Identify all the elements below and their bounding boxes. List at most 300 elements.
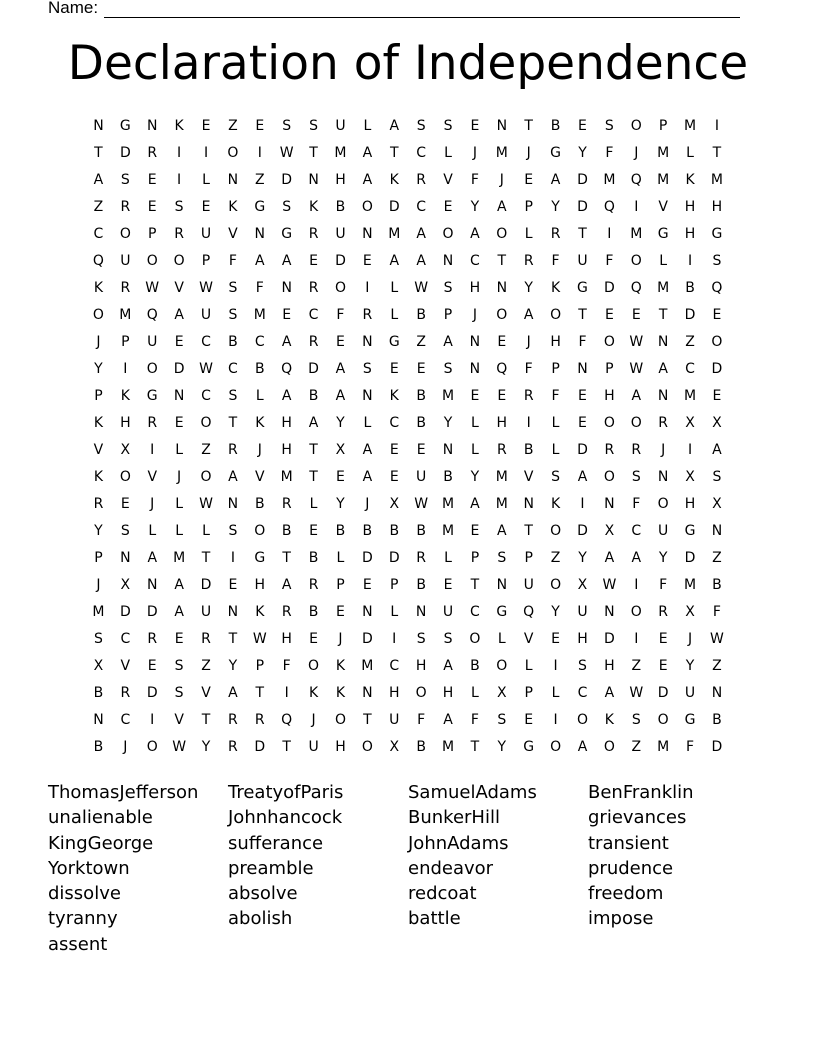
grid-letter: K: [550, 279, 561, 296]
grid-letter: C: [416, 144, 427, 161]
grid-letter: Q: [630, 279, 642, 296]
grid-letter: C: [685, 360, 695, 377]
grid-letter: B: [712, 711, 722, 728]
grid-letter: R: [174, 225, 184, 242]
grid-letter: S: [443, 360, 453, 377]
grid-letter: I: [634, 630, 639, 647]
grid-letter: N: [362, 225, 373, 242]
grid-letter: O: [496, 225, 508, 242]
grid-letter: A: [470, 495, 480, 512]
grid-letter: N: [496, 117, 508, 134]
grid-letter: T: [309, 144, 318, 161]
grid-letter: P: [148, 225, 157, 242]
grid-letter: B: [712, 576, 722, 593]
grid-letter: G: [523, 738, 535, 755]
grid-letter: S: [309, 117, 319, 134]
grid-letter: F: [282, 657, 291, 674]
grid-letter: J: [96, 576, 101, 593]
grid-letter: A: [335, 387, 346, 404]
grid-letter: O: [146, 252, 158, 269]
grid-letter: K: [389, 171, 399, 188]
grid-letter: P: [524, 684, 533, 701]
grid-letter: N: [93, 117, 104, 134]
grid-letter: I: [177, 144, 182, 161]
grid-letter: M: [119, 306, 132, 323]
grid-letter: T: [282, 738, 291, 755]
grid-letter: P: [94, 387, 103, 404]
grid-letter: A: [523, 306, 534, 323]
grid-letter: M: [603, 171, 616, 188]
grid-letter: X: [497, 684, 507, 701]
grid-letter: R: [658, 603, 669, 620]
grid-letter: C: [631, 522, 642, 539]
grid-letter: B: [281, 522, 292, 539]
grid-letter: N: [173, 387, 185, 404]
grid-letter: O: [550, 738, 562, 755]
grid-letter: S: [416, 630, 426, 647]
grid-letter: Y: [94, 522, 103, 539]
grid-letter: M: [630, 225, 643, 242]
grid-letter: I: [580, 495, 585, 512]
word-list-item: freedom: [588, 883, 664, 905]
grid-letter: R: [228, 711, 238, 728]
grid-letter: T: [255, 684, 265, 701]
grid-letter: C: [308, 306, 319, 323]
word-list-item: transient: [588, 832, 669, 854]
grid-letter: T: [712, 144, 722, 161]
grid-letter: A: [389, 117, 400, 134]
grid-letter: O: [361, 738, 373, 755]
grid-letter: D: [146, 684, 158, 701]
grid-letter: I: [230, 549, 235, 566]
grid-letter: R: [523, 387, 534, 404]
grid-letter: O: [657, 711, 669, 728]
grid-letter: P: [94, 549, 103, 566]
grid-letter: F: [255, 279, 264, 296]
grid-letter: O: [603, 468, 615, 485]
word-list-item: sufferance: [228, 832, 324, 854]
grid-letter: L: [390, 603, 399, 620]
grid-letter: P: [524, 549, 533, 566]
grid-letter: W: [145, 279, 160, 296]
grid-letter: M: [253, 306, 266, 323]
grid-letter: S: [120, 171, 130, 188]
grid-letter: Z: [631, 738, 642, 755]
grid-letter: R: [120, 684, 131, 701]
grid-letter: T: [578, 306, 587, 323]
grid-letter: S: [497, 549, 507, 566]
grid-letter: A: [443, 711, 453, 728]
word-list-item: abolish: [228, 908, 293, 930]
grid-letter: U: [577, 252, 588, 269]
grid-letter: N: [93, 711, 104, 728]
grid-letter: Q: [281, 711, 293, 728]
grid-letter: H: [577, 630, 588, 647]
grid-letter: G: [146, 387, 158, 404]
grid-letter: A: [174, 576, 184, 593]
grid-letter: B: [308, 549, 319, 566]
grid-letter: D: [603, 630, 615, 647]
grid-letter: Y: [685, 657, 695, 674]
grid-letter: Q: [281, 360, 293, 377]
grid-letter: F: [551, 387, 560, 404]
grid-letter: T: [228, 630, 238, 647]
grid-letter: O: [630, 117, 642, 134]
grid-letter: K: [335, 657, 346, 674]
grid-letter: S: [551, 468, 561, 485]
grid-letter: N: [146, 576, 158, 593]
grid-letter: E: [658, 630, 668, 647]
grid-letter: B: [93, 684, 104, 701]
grid-letter: E: [147, 657, 157, 674]
grid-letter: E: [524, 171, 534, 188]
grid-letter: O: [146, 360, 158, 377]
grid-letter: T: [470, 738, 480, 755]
grid-letter: E: [712, 306, 722, 323]
grid-letter: O: [146, 738, 158, 755]
grid-letter: Y: [94, 360, 103, 377]
grid-letter: N: [604, 495, 615, 512]
grid-letter: A: [604, 549, 615, 566]
grid-letter: A: [577, 468, 588, 485]
grid-letter: I: [634, 198, 639, 215]
grid-letter: R: [631, 441, 642, 458]
grid-letter: A: [362, 468, 373, 485]
grid-letter: A: [174, 603, 184, 620]
grid-letter: V: [523, 630, 534, 647]
grid-letter: B: [443, 468, 453, 485]
grid-letter: S: [443, 117, 453, 134]
grid-letter: L: [471, 414, 479, 431]
grid-letter: G: [281, 225, 293, 242]
grid-letter: H: [684, 225, 696, 242]
grid-letter: D: [308, 360, 319, 377]
grid-letter: I: [177, 171, 182, 188]
grid-letter: N: [711, 522, 723, 539]
grid-letter: E: [336, 468, 345, 485]
grid-letter: Q: [523, 603, 535, 620]
grid-letter: Y: [551, 198, 560, 215]
grid-letter: H: [684, 198, 696, 215]
word-list-item: assent: [48, 933, 108, 955]
grid-letter: L: [363, 414, 372, 431]
grid-letter: R: [228, 441, 238, 458]
grid-letter: V: [174, 279, 184, 296]
word-list-item: grievances: [588, 807, 687, 829]
grid-letter: A: [389, 252, 400, 269]
grid-letter: R: [308, 333, 319, 350]
grid-letter: O: [119, 225, 131, 242]
grid-letter: I: [123, 360, 128, 377]
grid-letter: G: [550, 144, 562, 161]
grid-letter: O: [469, 630, 481, 647]
grid-letter: O: [92, 306, 104, 323]
grid-letter: C: [416, 198, 427, 215]
grid-letter: A: [416, 225, 426, 242]
grid-letter: X: [685, 468, 695, 485]
word-list-item: BenFranklin: [588, 782, 694, 803]
grid-letter: B: [362, 522, 373, 539]
grid-letter: D: [577, 522, 588, 539]
grid-letter: O: [334, 279, 346, 296]
grid-letter: N: [657, 387, 669, 404]
grid-letter: V: [228, 225, 238, 242]
grid-letter: J: [526, 333, 531, 350]
grid-letter: I: [150, 711, 155, 728]
grid-letter: K: [93, 468, 104, 485]
grid-letter: R: [147, 630, 158, 647]
grid-letter: H: [442, 684, 454, 701]
grid-letter: L: [659, 252, 668, 269]
grid-letter: S: [120, 522, 130, 539]
word-list-item: endeavor: [408, 857, 494, 879]
grid-letter: F: [712, 603, 721, 620]
grid-letter: W: [414, 495, 429, 512]
grid-letter: U: [523, 576, 534, 593]
grid-letter: N: [415, 603, 427, 620]
grid-letter: V: [174, 711, 184, 728]
grid-letter: W: [602, 576, 617, 593]
grid-letter: P: [524, 198, 533, 215]
word-list-item: impose: [588, 908, 654, 930]
grid-letter: H: [604, 657, 615, 674]
grid-letter: E: [524, 711, 534, 728]
grid-letter: T: [470, 576, 480, 593]
grid-letter: S: [228, 387, 238, 404]
grid-letter: Q: [630, 171, 642, 188]
grid-letter: B: [228, 333, 238, 350]
grid-letter: S: [174, 198, 184, 215]
grid-letter: R: [120, 279, 131, 296]
grid-letter: O: [603, 414, 615, 431]
grid-letter: U: [147, 333, 158, 350]
word-list-item: TreatyofParis: [228, 782, 344, 803]
grid-letter: L: [255, 387, 264, 404]
grid-letter: N: [146, 117, 158, 134]
grid-letter: V: [443, 171, 453, 188]
grid-letter: E: [470, 522, 480, 539]
grid-letter: N: [362, 684, 373, 701]
grid-letter: P: [201, 252, 211, 269]
grid-letter: H: [281, 441, 292, 458]
grid-letter: H: [550, 333, 561, 350]
grid-letter: E: [712, 387, 722, 404]
grid-letter: R: [416, 171, 426, 188]
grid-letter: D: [361, 630, 373, 647]
grid-letter: C: [470, 252, 480, 269]
grid-letter: D: [173, 360, 185, 377]
grid-letter: N: [120, 549, 131, 566]
grid-letter: N: [362, 387, 373, 404]
grid-letter: I: [553, 711, 558, 728]
grid-letter: T: [578, 225, 587, 242]
grid-letter: L: [551, 684, 560, 701]
grid-letter: F: [470, 171, 479, 188]
grid-letter: T: [228, 414, 238, 431]
grid-letter: M: [657, 738, 670, 755]
grid-letter: B: [335, 198, 346, 215]
grid-letter: F: [578, 333, 587, 350]
grid-letter: U: [389, 711, 400, 728]
grid-letter: A: [362, 441, 373, 458]
grid-letter: G: [684, 711, 696, 728]
grid-letter: I: [687, 252, 693, 269]
grid-letter: T: [282, 549, 291, 566]
name-label: Name:: [48, 0, 99, 17]
grid-letter: Z: [631, 657, 642, 674]
grid-letter: Q: [92, 252, 104, 269]
grid-letter: E: [336, 333, 345, 350]
grid-letter: M: [683, 576, 697, 593]
grid-letter: A: [308, 414, 319, 431]
word-list: [48, 780, 768, 957]
grid-letter: S: [443, 630, 453, 647]
grid-letter: B: [416, 414, 426, 431]
grid-letter: J: [499, 171, 504, 188]
grid-letter: P: [443, 306, 453, 323]
grid-letter: O: [200, 468, 212, 485]
grid-letter: E: [255, 117, 265, 134]
grid-letter: B: [416, 522, 426, 539]
grid-letter: H: [281, 630, 292, 647]
word-list-item: ThomasJefferson: [48, 782, 199, 803]
grid-letter: E: [443, 576, 453, 593]
grid-letter: M: [173, 549, 186, 566]
grid-letter: B: [416, 387, 426, 404]
grid-letter: M: [683, 387, 697, 404]
grid-letter: O: [254, 522, 266, 539]
grid-letter: A: [443, 657, 453, 674]
grid-letter: I: [257, 144, 262, 161]
grid-letter: E: [389, 468, 399, 485]
grid-letter: C: [470, 603, 480, 620]
grid-letter: D: [119, 603, 131, 620]
grid-letter: P: [390, 576, 399, 593]
grid-letter: L: [148, 522, 157, 539]
grid-letter: Y: [470, 198, 480, 215]
name-field-line: [48, 0, 740, 18]
grid-letter: E: [362, 252, 372, 269]
grid-letter: N: [657, 468, 669, 485]
grid-letter: E: [174, 414, 184, 431]
grid-letter: X: [335, 441, 346, 458]
grid-letter: S: [578, 657, 587, 674]
grid-letter: Z: [228, 117, 238, 134]
grid-letter: D: [335, 252, 346, 269]
grid-letter: T: [309, 468, 318, 485]
grid-letter: T: [389, 144, 399, 161]
grid-letter: E: [336, 603, 345, 620]
grid-letter: A: [577, 738, 588, 755]
grid-letter: V: [658, 198, 668, 215]
grid-letter: P: [658, 117, 668, 134]
grid-letter: F: [551, 252, 560, 269]
grid-letter: J: [634, 144, 639, 161]
grid-letter: T: [658, 306, 668, 323]
grid-letter: E: [416, 360, 426, 377]
grid-letter: J: [177, 468, 182, 485]
grid-letter: L: [444, 144, 452, 161]
grid-letter: R: [496, 441, 507, 458]
grid-letter: A: [712, 441, 722, 458]
grid-letter: R: [604, 441, 615, 458]
grid-letter: E: [389, 360, 399, 377]
grid-letter: P: [470, 549, 480, 566]
grid-letter: E: [578, 387, 587, 404]
grid-letter: Y: [658, 549, 668, 566]
grid-letter: U: [684, 684, 696, 701]
grid-letter: Q: [603, 198, 615, 215]
grid-letter: M: [441, 387, 455, 404]
grid-letter: K: [174, 117, 184, 134]
grid-letter: W: [199, 279, 213, 296]
grid-letter: V: [93, 441, 104, 458]
grid-letter: Z: [93, 198, 104, 215]
grid-letter: E: [470, 387, 480, 404]
grid-letter: R: [201, 630, 211, 647]
grid-letter: I: [150, 441, 155, 458]
grid-letter: H: [415, 657, 427, 674]
grid-letter: W: [252, 630, 267, 647]
grid-letter: L: [175, 522, 184, 539]
grid-letter: M: [657, 144, 670, 161]
grid-letter: A: [362, 144, 373, 161]
grid-letter: W: [414, 279, 429, 296]
grid-letter: E: [416, 441, 426, 458]
grid-letter: D: [711, 360, 723, 377]
grid-letter: Y: [497, 738, 507, 755]
grid-letter: Y: [551, 603, 560, 620]
grid-letter: A: [228, 684, 238, 701]
grid-letter: L: [551, 441, 560, 458]
letter-grid: [85, 112, 730, 760]
grid-letter: A: [93, 171, 104, 188]
grid-letter: N: [227, 171, 239, 188]
grid-letter: S: [416, 117, 426, 134]
grid-letter: E: [551, 630, 561, 647]
grid-letter: U: [658, 522, 669, 539]
word-list-item: unalienable: [48, 807, 153, 829]
grid-letter: O: [603, 333, 615, 350]
grid-letter: P: [336, 576, 345, 593]
grid-letter: Y: [524, 279, 533, 296]
grid-letter: E: [228, 576, 238, 593]
grid-letter: A: [281, 387, 292, 404]
grid-letter: O: [550, 522, 562, 539]
grid-letter: F: [605, 144, 614, 161]
grid-letter: L: [363, 117, 372, 134]
grid-letter: U: [335, 117, 346, 134]
grid-letter: R: [362, 306, 373, 323]
grid-letter: P: [121, 333, 130, 350]
grid-letter: E: [389, 441, 399, 458]
grid-letter: O: [711, 333, 723, 350]
grid-letter: V: [201, 684, 211, 701]
grid-letter: C: [254, 333, 265, 350]
grid-letter: D: [281, 171, 293, 188]
grid-letter: B: [254, 360, 265, 377]
grid-letter: I: [365, 279, 370, 296]
grid-letter: J: [123, 738, 128, 755]
grid-letter: A: [470, 225, 480, 242]
grid-letter: G: [711, 225, 723, 242]
grid-letter: C: [228, 360, 238, 377]
grid-letter: O: [173, 252, 185, 269]
grid-letter: Y: [578, 144, 587, 161]
grid-letter: S: [362, 360, 372, 377]
grid-letter: Z: [201, 441, 211, 458]
name-blank-rule: [104, 1, 740, 18]
